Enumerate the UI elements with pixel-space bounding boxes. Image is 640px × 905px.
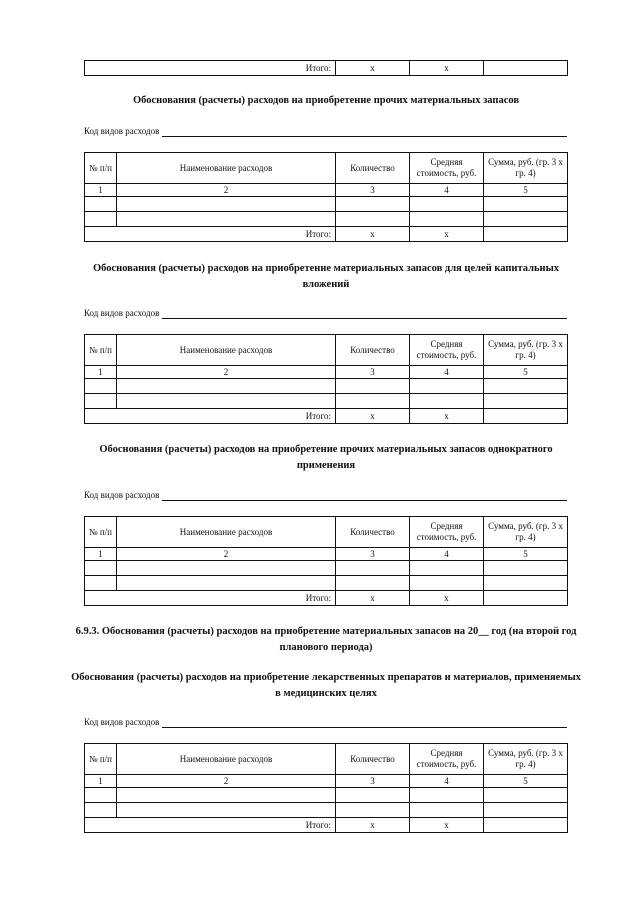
table-cell[interactable]: [410, 197, 484, 212]
section-title-1: Обоснования (расчеты) расходов на приобретение прочих материальных запасов: [132, 95, 520, 106]
expense-table-1: [84, 152, 568, 242]
total-qty: x: [336, 227, 410, 242]
total-avg: x: [410, 227, 484, 242]
table-cell[interactable]: [85, 212, 117, 227]
table-cell[interactable]: [484, 803, 568, 818]
kod-input-line[interactable]: [162, 308, 567, 319]
table-cell[interactable]: [336, 803, 410, 818]
header-name: Наименование расходов: [117, 153, 336, 184]
table-cell[interactable]: [85, 394, 117, 409]
table-cell[interactable]: [117, 394, 336, 409]
header-qty: Количество: [336, 744, 410, 775]
colnum-2: 2: [117, 775, 336, 788]
table-cell[interactable]: [410, 394, 484, 409]
header-avg: Средняя стоимость, руб.: [410, 744, 484, 775]
total-qty: x: [336, 61, 410, 76]
table-cell[interactable]: [336, 394, 410, 409]
total-sum[interactable]: [484, 61, 568, 76]
total-qty: x: [336, 591, 410, 606]
total-qty: x: [336, 818, 410, 833]
table-cell[interactable]: [117, 788, 336, 803]
table-cell[interactable]: [336, 212, 410, 227]
colnum-3: 3: [336, 775, 410, 788]
table-cell[interactable]: [117, 379, 336, 394]
total-avg: x: [410, 61, 484, 76]
kod-label: Код видов расходов: [84, 126, 160, 136]
colnum-2: 2: [117, 366, 336, 379]
table-cell[interactable]: [484, 561, 568, 576]
kod-input-line[interactable]: [162, 717, 567, 728]
total-label: Итого:: [85, 409, 336, 424]
header-name: Наименование расходов: [117, 744, 336, 775]
table-cell[interactable]: [484, 394, 568, 409]
kod-label: Код видов расходов: [84, 490, 160, 500]
total-sum[interactable]: [484, 227, 568, 242]
table-cell[interactable]: [484, 576, 568, 591]
section-title-2: Обоснования (расчеты) расходов на приобретение материальных запасов для целей капитальных вложений: [92, 263, 560, 290]
header-avg: Средняя стоимость, руб.: [410, 153, 484, 184]
kod-label: Код видов расходов: [84, 717, 160, 727]
table-cell[interactable]: [336, 576, 410, 591]
top-total-table: [84, 60, 568, 76]
table-cell[interactable]: [85, 379, 117, 394]
header-qty: Количество: [336, 517, 410, 548]
colnum-3: 3: [336, 184, 410, 197]
table-row: [85, 212, 568, 227]
kod-vidov-rashodov-2: [84, 307, 567, 319]
table-cell[interactable]: [336, 197, 410, 212]
header-sum: Сумма, руб. (гр. 3 x гр. 4): [484, 744, 568, 775]
header-no: № п/п: [85, 744, 117, 775]
colnum-1: 1: [85, 548, 117, 561]
total-qty: x: [336, 409, 410, 424]
table-cell[interactable]: [117, 561, 336, 576]
colnum-4: 4: [410, 775, 484, 788]
kod-input-line[interactable]: [162, 126, 567, 137]
kod-vidov-rashodov-4: [84, 716, 567, 728]
table-cell[interactable]: [117, 803, 336, 818]
total-sum[interactable]: [484, 591, 568, 606]
colnum-4: 4: [410, 548, 484, 561]
header-avg: Средняя стоимость, руб.: [410, 517, 484, 548]
total-avg: x: [410, 409, 484, 424]
section-title-3: Обоснования (расчеты) расходов на приобретение прочих материальных запасов однократного применения: [99, 444, 553, 471]
header-sum: Сумма, руб. (гр. 3 x гр. 4): [484, 335, 568, 366]
colnum-4: 4: [410, 366, 484, 379]
colnum-1: 1: [85, 184, 117, 197]
section-title-4: Обоснования (расчеты) расходов на приобретение лекарственных препаратов и материалов, применяемых в медицинских целях: [71, 672, 581, 699]
table-row: [85, 394, 568, 409]
total-sum[interactable]: [484, 818, 568, 833]
table-cell[interactable]: [117, 576, 336, 591]
kod-label: Код видов расходов: [84, 308, 160, 318]
expense-table-2: [84, 334, 568, 424]
colnum-3: 3: [336, 366, 410, 379]
header-qty: Количество: [336, 335, 410, 366]
header-name: Наименование расходов: [117, 517, 336, 548]
table-cell[interactable]: [484, 197, 568, 212]
table-cell[interactable]: [484, 788, 568, 803]
colnum-2: 2: [117, 548, 336, 561]
table-row: [85, 561, 568, 576]
colnum-5: 5: [484, 184, 568, 197]
total-label: Итого:: [85, 227, 336, 242]
table-cell[interactable]: [336, 788, 410, 803]
table-row: [85, 803, 568, 818]
kod-input-line[interactable]: [162, 490, 567, 501]
header-avg: Средняя стоимость, руб.: [410, 335, 484, 366]
table-cell[interactable]: [410, 379, 484, 394]
table-cell[interactable]: [410, 576, 484, 591]
table-cell[interactable]: [117, 212, 336, 227]
total-avg: x: [410, 591, 484, 606]
table-cell[interactable]: [484, 379, 568, 394]
table-row: [85, 197, 568, 212]
table-cell[interactable]: [85, 576, 117, 591]
colnum-3: 3: [336, 548, 410, 561]
table-row: [85, 576, 568, 591]
header-no: № п/п: [85, 153, 117, 184]
total-sum[interactable]: [484, 409, 568, 424]
total-avg: x: [410, 818, 484, 833]
total-label: Итого:: [85, 61, 336, 76]
expense-table-4: [84, 743, 568, 833]
table-cell[interactable]: [117, 197, 336, 212]
header-sum: Сумма, руб. (гр. 3 x гр. 4): [484, 517, 568, 548]
table-cell[interactable]: [484, 212, 568, 227]
total-label: Итого:: [85, 591, 336, 606]
table-cell[interactable]: [410, 803, 484, 818]
kod-vidov-rashodov-3: [84, 489, 567, 501]
header-name: Наименование расходов: [117, 335, 336, 366]
colnum-5: 5: [484, 548, 568, 561]
table-cell[interactable]: [410, 788, 484, 803]
table-row: [85, 379, 568, 394]
kod-vidov-rashodov-1: [84, 125, 567, 137]
colnum-5: 5: [484, 775, 568, 788]
table-cell[interactable]: [85, 561, 117, 576]
table-cell[interactable]: [336, 561, 410, 576]
table-cell[interactable]: [85, 788, 117, 803]
colnum-2: 2: [117, 184, 336, 197]
table-row: [85, 788, 568, 803]
colnum-4: 4: [410, 184, 484, 197]
colnum-1: 1: [85, 366, 117, 379]
table-cell[interactable]: [410, 561, 484, 576]
table-cell[interactable]: [85, 803, 117, 818]
subsection-heading: 6.9.3. Обоснования (расчеты) расходов на приобретение материальных запасов на 20__ год (на второй год планового периода): [75, 626, 577, 653]
table-cell[interactable]: [85, 197, 117, 212]
expense-table-3: [84, 516, 568, 606]
header-sum: Сумма, руб. (гр. 3 x гр. 4): [484, 153, 568, 184]
header-no: № п/п: [85, 517, 117, 548]
table-cell[interactable]: [410, 212, 484, 227]
header-no: № п/п: [85, 335, 117, 366]
table-cell[interactable]: [336, 379, 410, 394]
total-label: Итого:: [85, 818, 336, 833]
header-qty: Количество: [336, 153, 410, 184]
colnum-5: 5: [484, 366, 568, 379]
colnum-1: 1: [85, 775, 117, 788]
